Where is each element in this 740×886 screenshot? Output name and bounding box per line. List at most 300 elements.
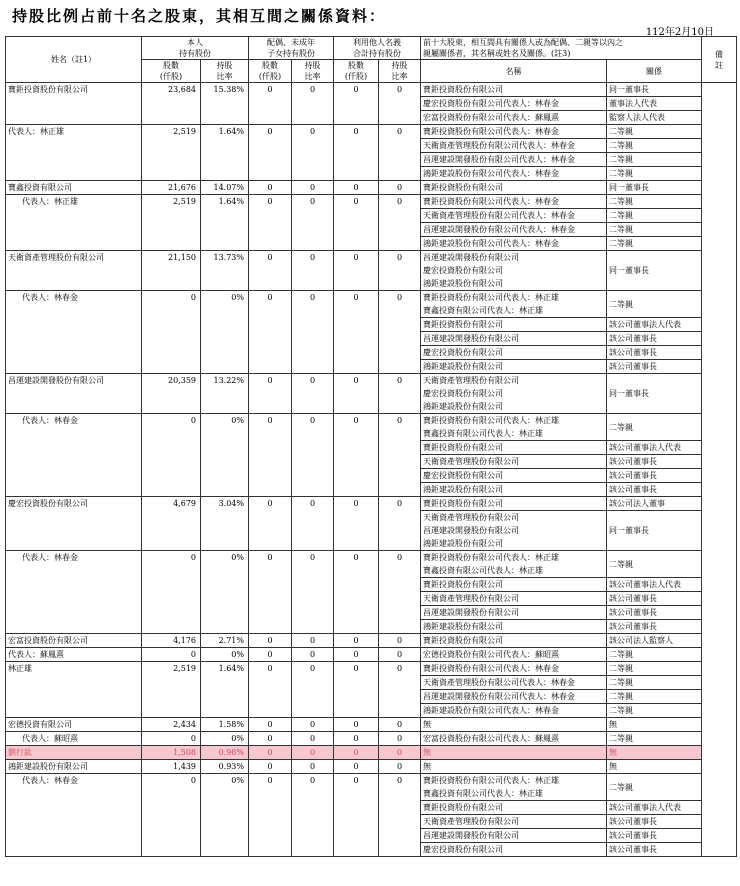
table-row [6,746,737,760]
nominee-ratio-value: 0 [379,648,421,662]
related-party-name-line: 鴻鉅建設股份有限公司 [423,622,503,631]
relationship-value: 二等親 [607,551,702,578]
header-self-text: 本人 持有股份 [179,38,211,58]
nominee-shares-value: 0 [334,195,379,251]
relationship-value: 該公司董事長 [607,620,702,634]
relationship-value: 二等親 [607,125,702,139]
related-party-name [421,815,607,829]
spouse-ratio-value: 0 [292,746,334,760]
ratio-value: 0% [201,414,249,497]
nominee-shares-value: 0 [334,374,379,414]
related-party-name [421,195,607,209]
ratio-value: 15.38% [201,83,249,125]
shareholder-name: 劉行鈦 [6,746,142,760]
related-party-name [421,620,607,634]
nominee-ratio-value: 0 [379,181,421,195]
related-party-name [421,634,607,648]
shares-value: 20,359 [142,374,201,414]
shareholder-name: 林正雄 [6,662,142,718]
spouse-shares-value: 0 [249,291,292,374]
related-party-name [421,332,607,346]
shareholder-name: 代表人：林春金 [6,774,142,857]
related-party-name [421,843,607,857]
table-row [6,181,737,195]
related-party-name-line: 昌運建設開發股份有限公司 [423,253,519,262]
ratio-value: 1.64% [201,662,249,718]
relationship-value: 二等親 [607,414,702,441]
related-party-name-line: 寶鉅投資股份有限公司 [423,85,503,94]
relationship-value: 該公司董事長 [607,843,702,857]
nominee-ratio-value: 0 [379,497,421,551]
relationship-value: 二等親 [607,291,702,318]
shares-value: 4,176 [142,634,201,648]
related-party-name-line: 鴻鉅建設股份有限公司代表人：林春金 [423,706,559,715]
header-spouse [249,37,334,60]
shares-value: 1,439 [142,760,201,774]
ratio-value: 0% [201,648,249,662]
related-party-name-line: 天衛資產管理股份有限公司代表人：林春金 [423,678,575,687]
table-row [6,732,737,746]
spouse-shares-value: 0 [249,760,292,774]
spouse-shares-value: 0 [249,414,292,497]
relationship-value: 二等親 [607,237,702,251]
related-party-name [421,139,607,153]
nominee-ratio-value: 0 [379,732,421,746]
related-party-name [421,251,607,291]
related-party-name [421,360,607,374]
spouse-shares-value: 0 [249,774,292,857]
shares-value: 0 [142,732,201,746]
related-party-name-line: 昌運建設開發股份有限公司代表人：林春金 [423,225,575,234]
relationship-value: 二等親 [607,732,702,746]
shareholder-name: 天衛資產管理股份有限公司 [6,251,142,291]
relationship-value: 同一董事長 [607,511,702,551]
header-rel-relation: 關係 [607,60,702,83]
related-party-name [421,801,607,815]
nominee-ratio-value: 0 [379,125,421,181]
related-party-name-line: 寶鉅投資股份有限公司代表人：林春金 [423,127,559,136]
spouse-shares-value: 0 [249,746,292,760]
spouse-ratio-value: 0 [292,497,334,551]
related-party-name-line: 寶鉅投資股份有限公司 [423,803,503,812]
spouse-shares-value: 0 [249,374,292,414]
related-party-name-line: 無 [423,720,431,729]
spouse-shares-value: 0 [249,634,292,648]
related-party-name [421,829,607,843]
related-party-name-line: 寶鉅投資股份有限公司代表人：林正雄 [423,776,559,785]
nominee-shares-value: 0 [334,774,379,857]
nominee-ratio-value: 0 [379,374,421,414]
related-party-name-line: 鴻鉅建設股份有限公司 [423,362,503,371]
nominee-shares-value: 0 [334,746,379,760]
shares-value: 0 [142,414,201,497]
related-party-name [421,291,607,318]
related-party-name-line: 寶鉅投資股份有限公司 [423,320,503,329]
header-nominee [334,37,421,60]
ratio-value: 3.04% [201,497,249,551]
relationship-value: 二等親 [607,690,702,704]
shareholder-name: 宏富投資股份有限公司 [6,634,142,648]
related-party-name-line: 寶鉅投資股份有限公司 [423,183,503,192]
related-party-name [421,167,607,181]
related-party-name-line: 寶鑫投資有限公司代表人：林正雄 [423,789,543,798]
relationship-value: 該公司法人董事 [607,497,702,511]
ratio-value: 0% [201,732,249,746]
table-row [6,195,737,209]
ratio-value: 1.64% [201,195,249,251]
related-party-name-line: 寶鉅投資股份有限公司代表人：林春金 [423,664,559,673]
spouse-ratio-value: 0 [292,83,334,125]
table-row [6,125,737,139]
ratio-value: 14.07% [201,181,249,195]
shareholder-name: 代表人：林春金 [6,291,142,374]
related-party-name [421,125,607,139]
related-party-name-line: 天衛資產管理股份有限公司 [423,457,519,466]
shares-value: 2,519 [142,125,201,181]
related-party-name-line: 鴻鉅建設股份有限公司 [423,485,503,494]
related-party-name-line: 無 [423,748,431,757]
relationship-value: 同一董事長 [607,251,702,291]
related-party-name [421,704,607,718]
spouse-ratio-value: 0 [292,251,334,291]
related-party-name-line: 鴻鉅建設股份有限公司 [423,279,503,288]
spouse-ratio-value: 0 [292,125,334,181]
related-party-name [421,732,607,746]
related-party-name [421,181,607,195]
nominee-shares-value: 0 [334,732,379,746]
nominee-ratio-value: 0 [379,760,421,774]
related-party-name [421,209,607,223]
shareholder-name: 代表人：蘇昭熹 [6,732,142,746]
ratio-value: 0.98% [201,746,249,760]
related-party-name-line: 昌運建設開發股份有限公司 [423,831,519,840]
spouse-shares-value: 0 [249,662,292,718]
shareholder-name: 代表人：蘇鳳熹 [6,648,142,662]
header-self [142,37,249,60]
related-party-name-line: 寶鉅投資股份有限公司 [423,499,503,508]
nominee-shares-value: 0 [334,291,379,374]
spouse-shares-value: 0 [249,251,292,291]
relationship-value: 該公司董事長 [607,469,702,483]
related-party-name [421,760,607,774]
nominee-ratio-value: 0 [379,291,421,374]
related-party-name [421,578,607,592]
related-party-name-line: 寶鉅投資股份有限公司 [423,580,503,589]
spouse-shares-value: 0 [249,181,292,195]
related-party-name-line: 天衛資產管理股份有限公司代表人：林春金 [423,141,575,150]
nominee-shares-value: 0 [334,414,379,497]
related-party-name [421,83,607,97]
table-row [6,497,737,511]
shareholder-rows [6,83,737,857]
ratio-value: 0% [201,774,249,857]
related-party-name-line: 昌運建設開發股份有限公司 [423,526,519,535]
header-spouse-ratio [292,60,334,83]
spouse-shares-value: 0 [249,648,292,662]
shares-value: 4,679 [142,497,201,551]
spouse-shares-value: 0 [249,732,292,746]
header-nominee-ratio [379,60,421,83]
nominee-shares-value: 0 [334,551,379,634]
relationship-value: 同一董事長 [607,181,702,195]
shares-value: 0 [142,774,201,857]
related-party-name [421,223,607,237]
table-row [6,662,737,676]
relationship-value: 該公司董事長 [607,332,702,346]
nominee-shares-value: 0 [334,634,379,648]
related-party-name-line: 寶鉅投資股份有限公司 [423,443,503,452]
shareholder-table [5,36,737,857]
spouse-shares-value: 0 [249,497,292,551]
nominee-ratio-value: 0 [379,83,421,125]
nominee-shares-value: 0 [334,662,379,718]
related-party-name [421,551,607,578]
related-party-name-line: 宏德投資股份有限公司代表人：蘇昭熹 [423,650,559,659]
shares-value: 0 [142,291,201,374]
related-party-name [421,606,607,620]
relationship-value: 二等親 [607,223,702,237]
relationship-value: 監察人法人代表 [607,111,702,125]
shares-value: 0 [142,648,201,662]
related-party-name-line: 寶鑫投資有限公司代表人：林正雄 [423,429,543,438]
related-party-name [421,483,607,497]
nominee-ratio-value: 0 [379,414,421,497]
table-row [6,551,737,578]
table-row [6,414,737,441]
related-party-name-line: 無 [423,762,431,771]
relationship-value: 該公司董事長 [607,483,702,497]
table-row [6,251,737,291]
ratio-value: 13.73% [201,251,249,291]
ratio-value: 0.93% [201,760,249,774]
header-shares-text: 股數 (仟股) [159,61,183,81]
related-party-name [421,374,607,414]
related-party-name-line: 宏富投資股份有限公司代表人：蘇鳳熹 [423,113,559,122]
nominee-ratio-value: 0 [379,662,421,718]
related-party-name [421,676,607,690]
related-party-name-line: 昌運建設開發股份有限公司代表人：林春金 [423,155,575,164]
header-ratio [201,60,249,83]
header-name: 姓名（註1） [6,37,142,83]
ratio-value: 0% [201,291,249,374]
relationship-value: 二等親 [607,195,702,209]
table-row [6,83,737,97]
report-date: 112年2月10日 [645,27,714,38]
ratio-value: 1.64% [201,125,249,181]
header-shares [142,60,201,83]
spouse-ratio-value: 0 [292,718,334,732]
related-party-name [421,718,607,732]
relationship-value: 該公司董事法人代表 [607,441,702,455]
spouse-ratio-value: 0 [292,634,334,648]
relationship-value: 同一董事長 [607,374,702,414]
related-party-name [421,346,607,360]
header-spouse-ratio-text: 持股 比率 [304,61,321,81]
related-party-name [421,497,607,511]
relationship-value: 該公司董事長 [607,592,702,606]
table-row [6,634,737,648]
related-party-name-line: 寶鉅投資股份有限公司 [423,636,503,645]
relationship-value: 二等親 [607,774,702,801]
shareholder-name: 代表人：林春金 [6,414,142,497]
nominee-ratio-value: 0 [379,551,421,634]
related-party-name [421,648,607,662]
remark-cell [702,83,737,857]
relationship-value: 無 [607,746,702,760]
spouse-ratio-value: 0 [292,760,334,774]
header-nominee-ratio-text: 持股 比率 [391,61,408,81]
shareholder-name: 鴻鉅建設股份有限公司 [6,760,142,774]
ratio-value: 1.58% [201,718,249,732]
spouse-shares-value: 0 [249,125,292,181]
related-party-name [421,441,607,455]
table-row [6,718,737,732]
related-party-name [421,746,607,760]
table-row [6,648,737,662]
related-party-name-line: 慶宏投資股份有限公司 [423,348,503,357]
related-party-name-line: 鴻鉅建設股份有限公司代表人：林春金 [423,169,559,178]
relationship-value: 該公司董事法人代表 [607,578,702,592]
relationship-value: 同一董事長 [607,83,702,97]
spouse-shares-value: 0 [249,718,292,732]
spouse-ratio-value: 0 [292,662,334,718]
shares-value: 0 [142,551,201,634]
header-remark [702,37,737,83]
relationship-value: 該公司董事法人代表 [607,801,702,815]
related-party-name-line: 天衛資產管理股份有限公司 [423,594,519,603]
related-party-name [421,774,607,801]
related-party-name-line: 宏富投資股份有限公司代表人：蘇鳳熹 [423,734,559,743]
related-party-name-line: 昌運建設開發股份有限公司代表人：林春金 [423,692,575,701]
spouse-shares-value: 0 [249,83,292,125]
shareholder-name: 代表人：林正雄 [6,125,142,181]
spouse-ratio-value: 0 [292,181,334,195]
related-party-name [421,414,607,441]
related-party-name-line: 慶宏投資股份有限公司代表人：林春金 [423,99,559,108]
related-party-name-line: 慶宏投資股份有限公司 [423,389,503,398]
nominee-shares-value: 0 [334,648,379,662]
related-party-name [421,97,607,111]
nominee-ratio-value: 0 [379,746,421,760]
spouse-ratio-value: 0 [292,551,334,634]
shareholder-name: 慶宏投資股份有限公司 [6,497,142,551]
related-party-name-line: 昌運建設開發股份有限公司 [423,334,519,343]
ratio-value: 13.22% [201,374,249,414]
header-spouse-text: 配偶、未成年 子女持有股份 [267,38,315,58]
nominee-ratio-value: 0 [379,634,421,648]
related-party-name [421,690,607,704]
table-row [6,374,737,414]
spouse-ratio-value: 0 [292,414,334,497]
spouse-ratio-value: 0 [292,374,334,414]
spouse-shares-value: 0 [249,195,292,251]
related-party-name-line: 天衛資產管理股份有限公司代表人：林春金 [423,211,575,220]
ratio-value: 2.71% [201,634,249,648]
nominee-shares-value: 0 [334,125,379,181]
shares-value: 23,684 [142,83,201,125]
relationship-value: 該公司董事長 [607,829,702,843]
header-relation-text: 前十大股東，相互間具有關係人或為配偶、二親等以內之 親屬關係者，其名稱或姓名及關係。(註3) [423,38,623,58]
related-party-name-line: 寶鑫投資有限公司代表人：林正雄 [423,566,543,575]
relationship-value: 二等親 [607,209,702,223]
spouse-ratio-value: 0 [292,774,334,857]
nominee-shares-value: 0 [334,251,379,291]
related-party-name-line: 慶宏投資股份有限公司 [423,845,503,854]
related-party-name [421,237,607,251]
header-ratio-text: 持股 比率 [216,61,233,81]
relationship-value: 二等親 [607,153,702,167]
relationship-value: 該公司董事長 [607,455,702,469]
related-party-name-line: 昌運建設開發股份有限公司 [423,608,519,617]
page-title: 持股比例占前十名之股東，其相互間之關係資料： [12,7,387,25]
nominee-ratio-value: 0 [379,774,421,857]
nominee-ratio-value: 0 [379,251,421,291]
related-party-name-line: 鴻鉅建設股份有限公司代表人：林春金 [423,239,559,248]
related-party-name [421,511,607,551]
related-party-name [421,662,607,676]
related-party-name-line: 鴻鉅建設股份有限公司 [423,539,503,548]
related-party-name-line: 鴻鉅建設股份有限公司 [423,402,503,411]
shares-value: 21,150 [142,251,201,291]
relationship-value: 二等親 [607,704,702,718]
spouse-shares-value: 0 [249,551,292,634]
nominee-shares-value: 0 [334,760,379,774]
relationship-value: 該公司董事長 [607,606,702,620]
relationship-value: 二等親 [607,648,702,662]
relationship-value: 該公司董事長 [607,346,702,360]
spouse-ratio-value: 0 [292,648,334,662]
related-party-name-line: 寶鉅投資股份有限公司代表人：林正雄 [423,416,559,425]
related-party-name-line: 寶鉅投資股份有限公司代表人：林正雄 [423,553,559,562]
shares-value: 2,434 [142,718,201,732]
related-party-name-line: 寶鑫投資有限公司代表人：林正雄 [423,306,543,315]
relationship-value: 該公司董事長 [607,360,702,374]
related-party-name-line: 慶宏投資股份有限公司 [423,266,503,275]
header-nominee-shares [334,60,379,83]
related-party-name-line: 寶鉅投資股份有限公司代表人：林正雄 [423,293,559,302]
relationship-value: 董事法人代表 [607,97,702,111]
shareholder-name: 宏德投資有限公司 [6,718,142,732]
nominee-shares-value: 0 [334,718,379,732]
header-nominee-shares-text: 股數 (仟股) [344,61,368,81]
shares-value: 21,676 [142,181,201,195]
header-rel-name: 名稱 [421,60,607,83]
shares-value: 2,519 [142,195,201,251]
nominee-shares-value: 0 [334,497,379,551]
related-party-name [421,153,607,167]
shares-value: 1,508 [142,746,201,760]
shareholder-name: 代表人：林正雄 [6,195,142,251]
related-party-name [421,111,607,125]
shareholder-name: 寶鑫投資有限公司 [6,181,142,195]
spouse-ratio-value: 0 [292,732,334,746]
relationship-value: 二等親 [607,676,702,690]
ratio-value: 0% [201,551,249,634]
relationship-value: 該公司法人監察人 [607,634,702,648]
header-spouse-shares-text: 股數 (仟股) [258,61,282,81]
shareholder-name: 昌運建設開發股份有限公司 [6,374,142,414]
related-party-name [421,469,607,483]
relationship-value: 二等親 [607,139,702,153]
nominee-ratio-value: 0 [379,718,421,732]
related-party-name [421,455,607,469]
spouse-ratio-value: 0 [292,195,334,251]
table-row [6,760,737,774]
related-party-name-line: 慶宏投資股份有限公司 [423,471,503,480]
related-party-name [421,318,607,332]
relationship-value: 二等親 [607,167,702,181]
relationship-value: 無 [607,760,702,774]
